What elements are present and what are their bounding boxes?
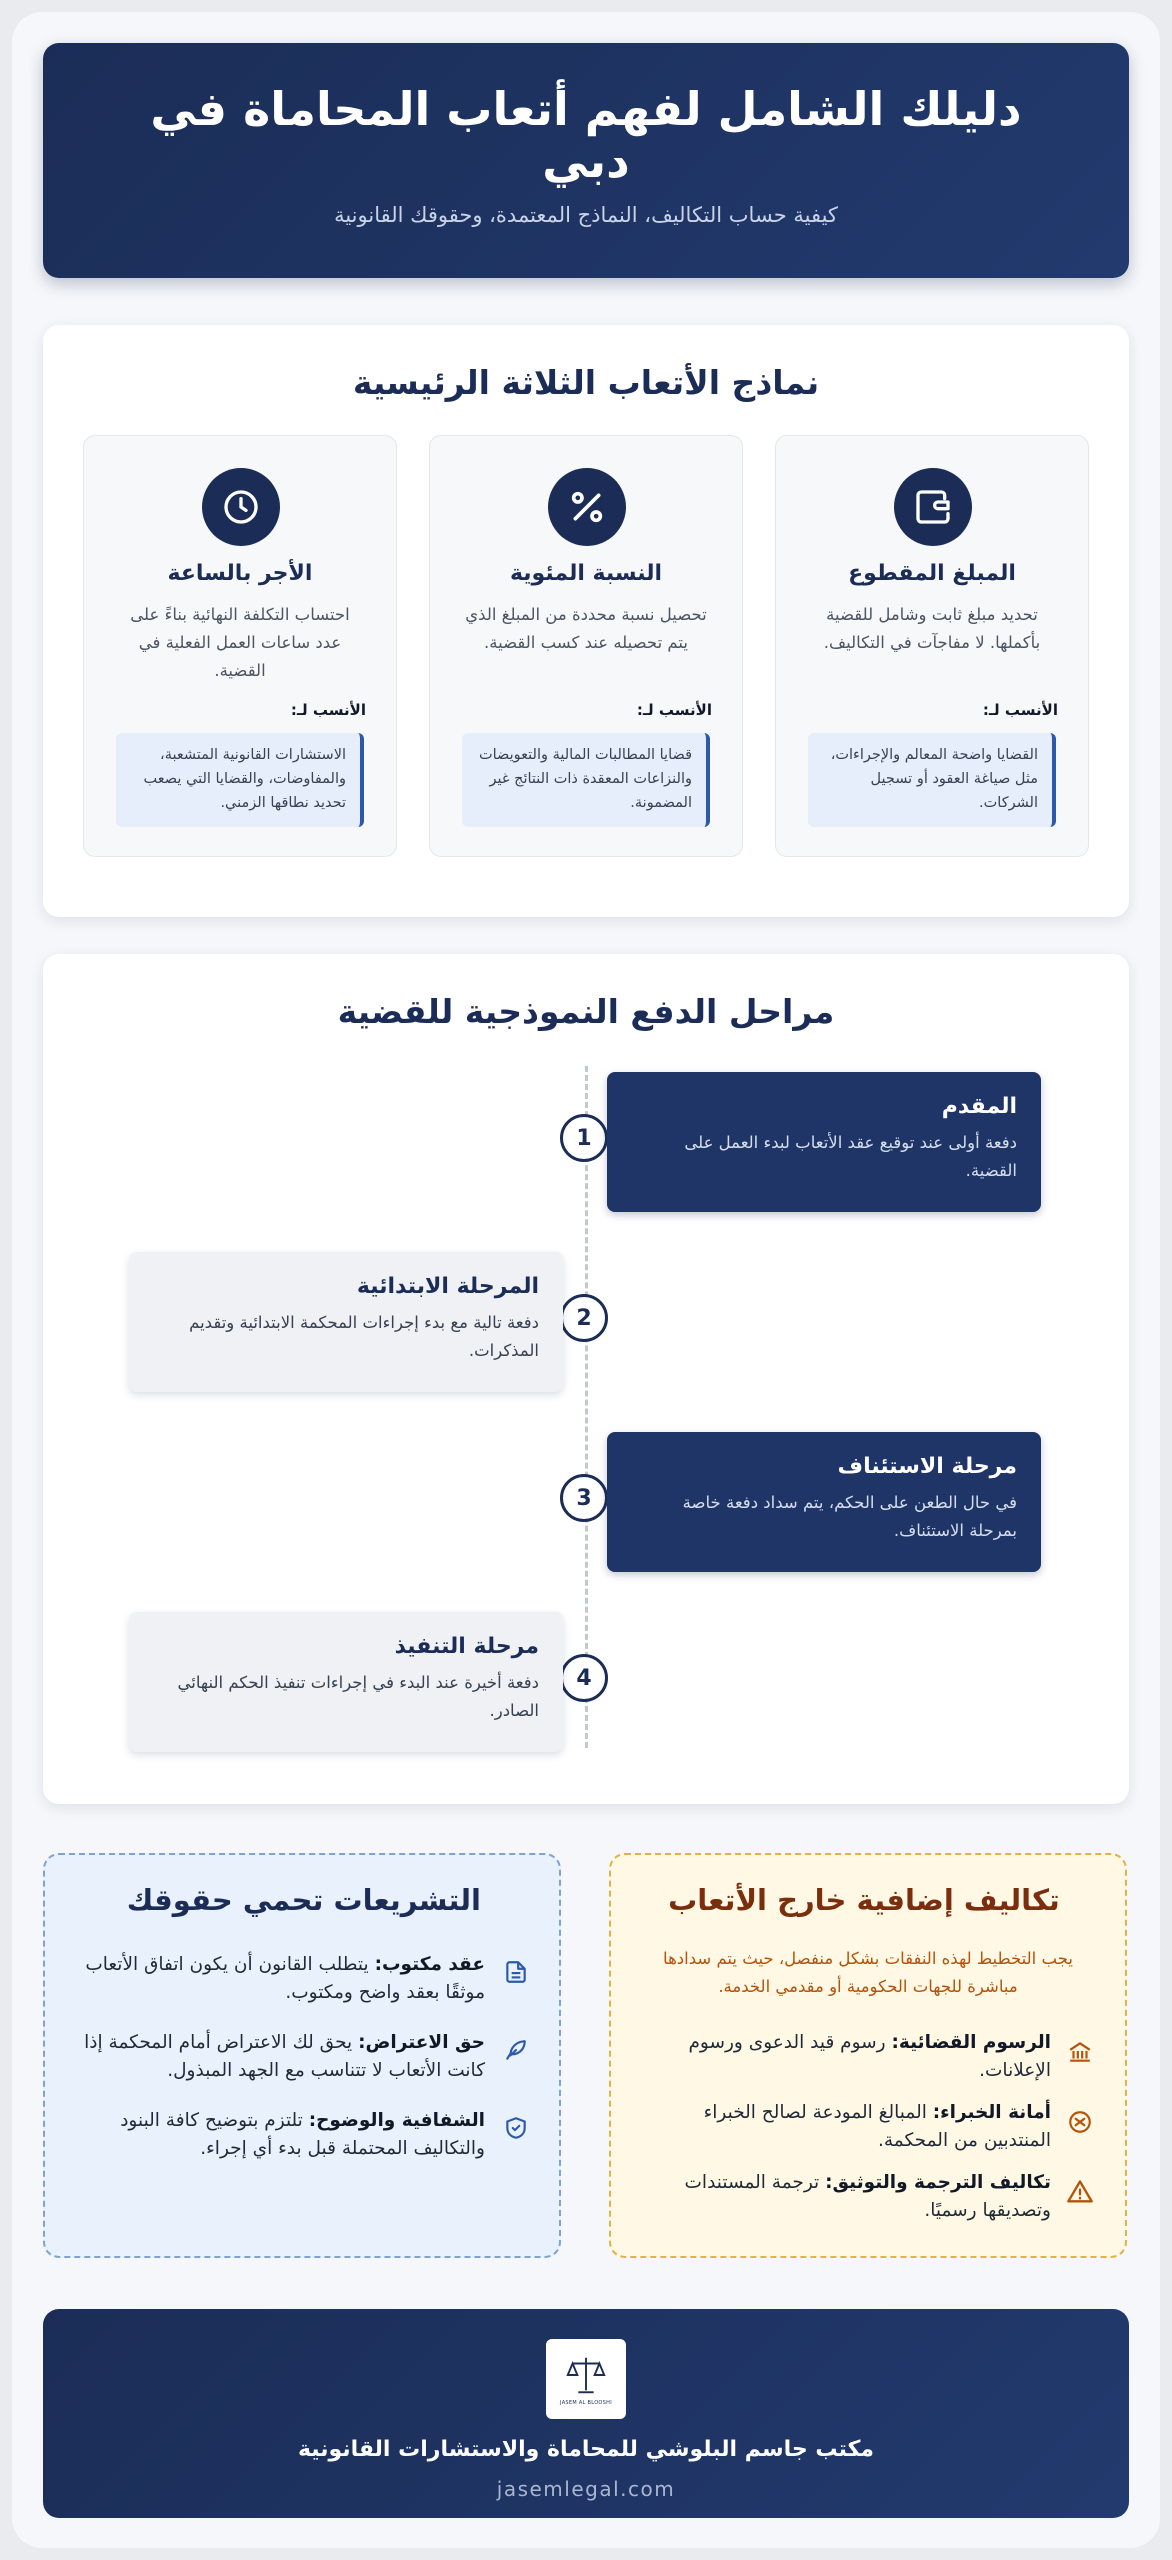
cost-text: ترجمة المستندات وتصديقها رسميًا. (684, 2172, 1051, 2221)
footer (43, 2309, 1129, 2518)
fee-model-fit-label: الأنسب لـ: (636, 701, 712, 719)
law-text: يحق لك الاعتراض أمام المحكمة إذا كانت الأتعاب لا تتناسب مع الجهد المبذول. (84, 2032, 485, 2081)
additional-costs-title: تكاليف إضافية خارج الأتعاب (668, 1883, 1060, 1917)
cost-item (651, 2029, 1097, 2085)
stage-description: دفعة تالية مع بدء إجراءات المحكمة الابتدائية وتقديم المذكرات. (189, 1313, 539, 1360)
stage-title: مرحلة الاستئناف (837, 1454, 1017, 1479)
fee-model-fit-text: القضايا واضحة المعالم والإجراءات، مثل صياغة العقود أو تسجيل الشركات. (808, 733, 1056, 827)
legislation-panel (43, 1853, 561, 2258)
fee-model-title: النسبة المئوية (509, 561, 663, 586)
stage-number: 2 (560, 1294, 608, 1342)
stage-title: مرحلة التنفيذ (394, 1634, 539, 1659)
stage-card-execution (129, 1612, 563, 1752)
fee-models-section (43, 325, 1129, 917)
wallet-icon (894, 468, 972, 546)
stage-number: 3 (560, 1474, 608, 1522)
cost-label: أمانة الخبراء: (932, 2102, 1051, 2123)
fee-models-title: نماذج الأتعاب الثلاثة الرئيسية (352, 363, 820, 402)
fee-model-title: الأجر بالساعة (167, 561, 313, 586)
firm-logo (546, 2339, 626, 2419)
fee-model-description: احتساب التكلفة النهائية بناءً على عدد ساعات العمل الفعلية في القضية. (130, 605, 350, 680)
fee-model-card-lump-sum (775, 435, 1089, 857)
clock-icon (202, 468, 280, 546)
fee-model-card-percentage (429, 435, 743, 857)
expert-icon (1063, 2105, 1097, 2139)
stage-description: في حال الطعن على الحكم، يتم سداد دفعة خاصة بمرحلة الاستئناف. (682, 1493, 1017, 1540)
cost-item (651, 2169, 1097, 2225)
website-link[interactable]: jasemlegal.com (496, 2477, 676, 2501)
cost-text: رسوم قيد الدعوى ورسوم الإعلانات. (688, 2032, 1051, 2081)
stage-number: 4 (560, 1654, 608, 1702)
page-subtitle: كيفية حساب التكاليف، النماذج المعتمدة، وحقوقك القانونية (334, 203, 838, 227)
cost-item (651, 2099, 1097, 2155)
warning-icon (1063, 2175, 1097, 2209)
stage-number: 1 (560, 1114, 608, 1162)
scales-of-justice-icon (563, 2352, 609, 2398)
stage-card-appeal (607, 1432, 1041, 1572)
page (12, 12, 1160, 2548)
fee-model-fit-label: الأنسب لـ: (982, 701, 1058, 719)
law-label: حق الاعتراض: (358, 2032, 485, 2053)
firm-name: مكتب جاسم البلوشي للمحاماة والاستشارات القانونية (297, 2437, 875, 2462)
fee-model-fit-text: الاستشارات القانونية المتشعبة، والمفاوضات، والقضايا التي يصعب تحديد نطاقها الزمني. (116, 733, 364, 827)
cost-label: تكاليف الترجمة والتوثيق: (825, 2172, 1051, 2193)
additional-costs-panel (609, 1853, 1127, 2258)
law-item (75, 2107, 533, 2163)
stage-card-primary (129, 1252, 563, 1392)
cost-text: المبالغ المودعة لصالح الخبراء المنتدبين من المحكمة. (703, 2102, 1051, 2151)
fee-model-fit-label: الأنسب لـ: (290, 701, 366, 719)
stage-description: دفعة أخيرة عند البدء في إجراءات تنفيذ الحكم النهائي الصادر. (177, 1673, 539, 1720)
law-item (75, 2029, 533, 2085)
stage-description: دفعة أولى عند توقيع عقد الأتعاب لبدء العمل على القضية. (684, 1133, 1017, 1180)
legislation-title: التشريعات تحمي حقوقك (126, 1883, 481, 1917)
law-text: تلتزم بتوضيح كافة البنود والتكاليف المحتملة قبل بدء أي إجراء. (120, 2110, 485, 2159)
law-text: يتطلب القانون أن يكون اتفاق الأتعاب موثقًا بعقد واضح ومكتوب. (85, 1954, 485, 2003)
page-title: دليلك الشامل لفهم أتعاب المحاماة في دبي (150, 82, 1022, 188)
fee-model-description: تحصيل نسبة محددة من المبلغ الذي يتم تحصيله عند كسب القضية. (465, 605, 707, 652)
shield-check-icon (499, 2111, 533, 2145)
fee-model-card-hourly (83, 435, 397, 857)
court-icon (1063, 2035, 1097, 2069)
fee-model-fit-text: قضايا المطالبات المالية والتعويضات والنزاعات المعقدة ذات النتائج غير المضمونة. (462, 733, 710, 827)
stage-title: المرحلة الابتدائية (356, 1274, 539, 1299)
percent-icon (548, 468, 626, 546)
payment-stages-title: مراحل الدفع النموذجية للقضية (337, 992, 835, 1031)
payment-stages-section (43, 954, 1129, 1804)
document-icon (499, 1955, 533, 1989)
feather-icon (499, 2033, 533, 2067)
additional-costs-note: يجب التخطيط لهذه النفقات بشكل منفصل، حيث يتم سدادها مباشرة للجهات الحكومية أو مقدمي الخدمة. (663, 1949, 1073, 1996)
logo-text: JASEM AL BLOOSHI (560, 2400, 612, 2406)
law-label: الشفافية والوضوح: (308, 2110, 485, 2131)
fee-model-description: تحديد مبلغ ثابت وشامل للقضية بأكملها. لا مفاجآت في التكاليف. (823, 605, 1041, 652)
stage-card-advance (607, 1072, 1041, 1212)
stage-title: المقدم (941, 1094, 1017, 1119)
header-banner (43, 43, 1129, 278)
cost-label: الرسوم القضائية: (891, 2032, 1051, 2053)
timeline-line (585, 1066, 588, 1748)
law-item (75, 1951, 533, 2007)
fee-model-title: المبلغ المقطوع (848, 561, 1016, 586)
law-label: عقد مكتوب: (374, 1954, 485, 1975)
